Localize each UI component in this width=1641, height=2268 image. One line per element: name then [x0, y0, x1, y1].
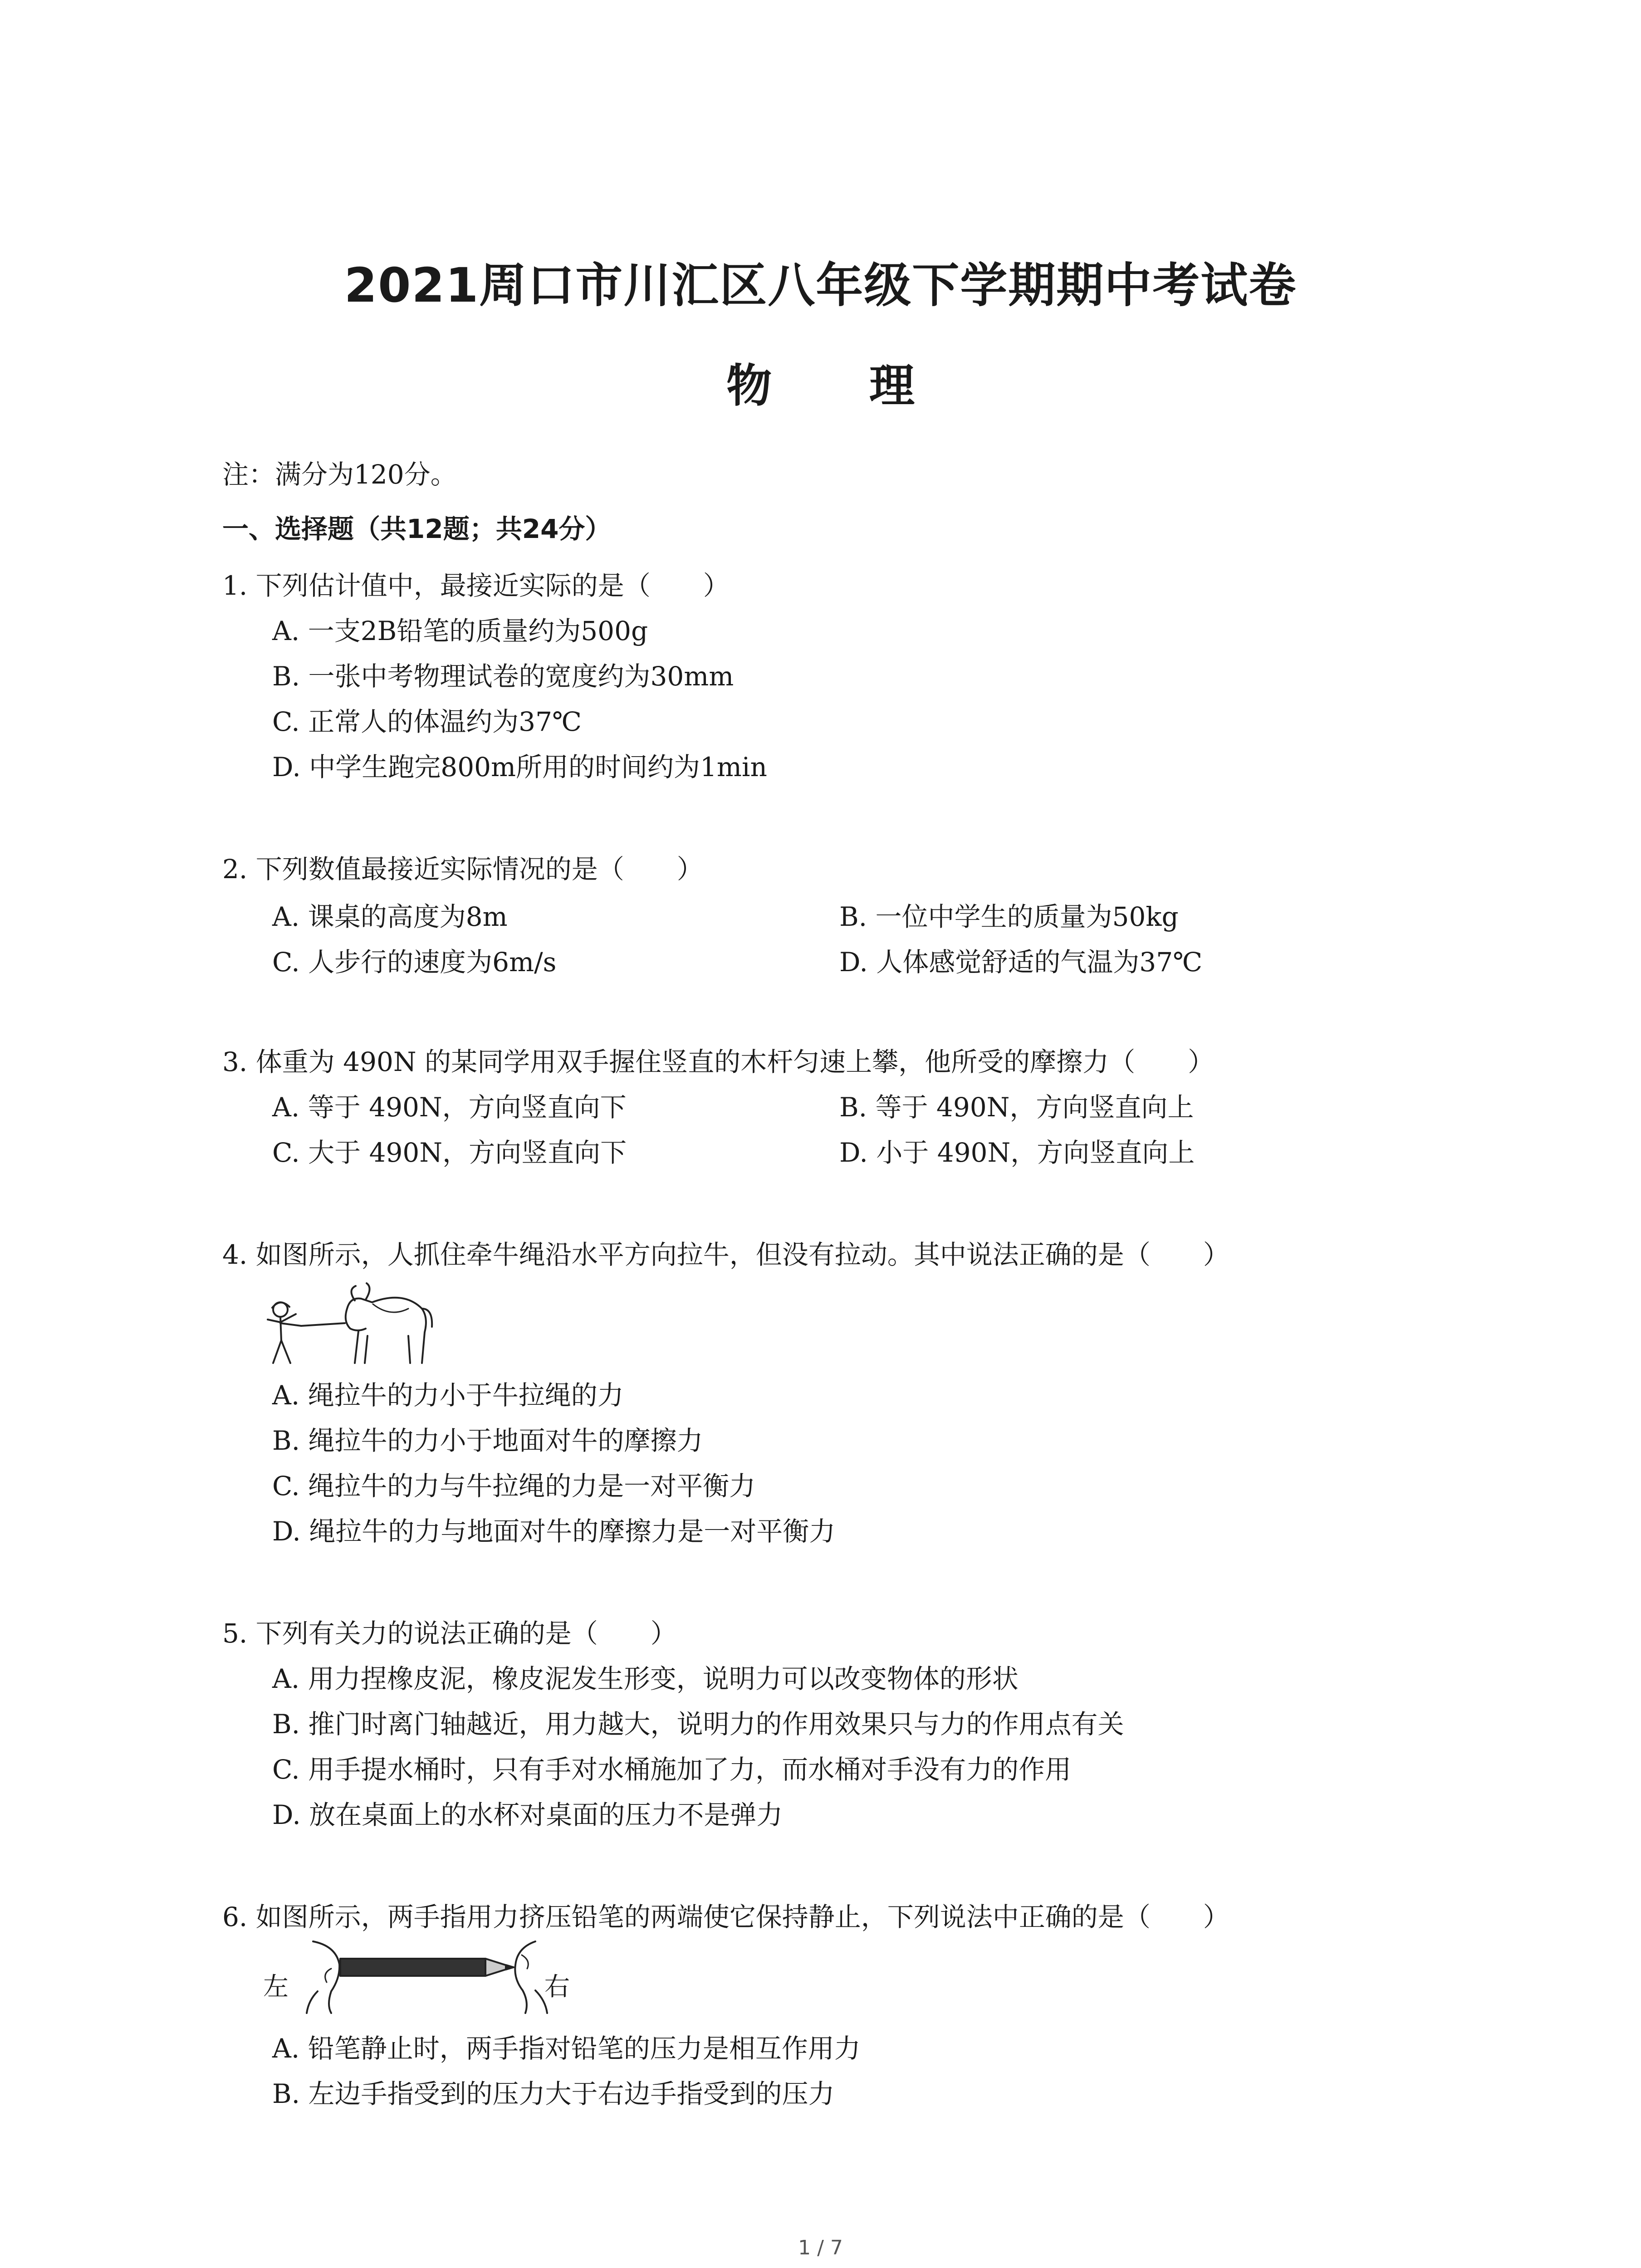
page-number: 1 / 7	[798, 2236, 843, 2259]
subject-title: 物 理	[726, 359, 955, 412]
rope	[301, 1323, 345, 1326]
q1-option-c: C. 正常人的体温约为37℃	[272, 706, 582, 737]
right-finger	[515, 1941, 535, 2013]
ox-head	[346, 1309, 366, 1330]
person-arm	[280, 1323, 301, 1326]
question-4-stem: 4. 如图所示，人抓住牵牛绳沿水平方向拉牛，但没有拉动。其中说法正确的是（ ）	[222, 1239, 1230, 1270]
q5-option-b: B. 推门时离门轴越近，用力越大，说明力的作用效果只与力的作用点有关	[272, 1709, 1124, 1740]
left-finger	[313, 1941, 339, 2013]
section-heading: 一、选择题（共12题；共24分）	[222, 513, 612, 544]
q4-option-d: D. 绳拉牛的力与地面对牛的摩擦力是一对平衡力	[272, 1516, 836, 1547]
q6-option-b: B. 左边手指受到的压力大于右边手指受到的压力	[272, 2078, 835, 2109]
figure-label-right: 右	[544, 1972, 570, 2002]
q2-option-a: A. 课桌的高度为8m	[272, 901, 508, 932]
pencil-body	[340, 1959, 485, 1976]
q2-option-b: B. 一位中学生的质量为50kg	[839, 901, 1179, 932]
q3-option-a: A. 等于 490N，方向竖直向下	[272, 1092, 627, 1123]
q5-option-a: A. 用力捏橡皮泥，橡皮泥发生形变，说明力可以改变物体的形状	[272, 1663, 1019, 1694]
q2-option-d: D. 人体感觉舒适的气温为37℃	[839, 947, 1202, 978]
q3-option-d: D. 小于 490N，方向竖直向上	[839, 1137, 1195, 1168]
q2-option-c: C. 人步行的速度为6m/s	[272, 947, 557, 978]
q4-option-b: B. 绳拉牛的力小于地面对牛的摩擦力	[272, 1425, 703, 1456]
q1-option-b: B. 一张中考物理试卷的宽度约为30mm	[272, 661, 734, 692]
question-3-stem: 3. 体重为 490N 的某同学用双手握住竖直的木杆匀速上攀，他所受的摩擦力（ ）	[222, 1046, 1215, 1077]
q3-option-b: B. 等于 490N，方向竖直向上	[839, 1092, 1194, 1123]
q4-option-a: A. 绳拉牛的力小于牛拉绳的力	[272, 1380, 624, 1411]
exam-title: 2021周口市川汇区八年级下学期期中考试卷	[344, 258, 1297, 313]
q1-option-a: A. 一支2B铅笔的质量约为500g	[272, 616, 648, 646]
ox-figure	[254, 1272, 436, 1368]
q5-option-c: C. 用手提水桶时，只有手对水桶施加了力，而水桶对手没有力的作用	[272, 1754, 1072, 1785]
figure-label-left: 左	[263, 1972, 289, 2002]
q5-option-d: D. 放在桌面上的水杯对桌面的压力不是弹力	[272, 1799, 783, 1830]
question-1-stem: 1. 下列估计值中，最接近实际的是（ ）	[222, 570, 730, 601]
question-6-stem: 6. 如图所示，两手指用力挤压铅笔的两端使它保持静止，下列说法中正确的是（ ）	[222, 1901, 1230, 1932]
question-5-stem: 5. 下列有关力的说法正确的是（ ）	[222, 1618, 677, 1649]
q4-option-c: C. 绳拉牛的力与牛拉绳的力是一对平衡力	[272, 1471, 756, 1501]
score-note: 注：满分为120分。	[222, 459, 457, 490]
question-2-stem: 2. 下列数值最接近实际情况的是（ ）	[222, 854, 703, 885]
q3-option-c: C. 大于 490N，方向竖直向下	[272, 1137, 627, 1168]
q6-option-a: A. 铅笔静止时，两手指对铅笔的压力是相互作用力	[272, 2033, 861, 2064]
q1-option-d: D. 中学生跑完800m所用的时间约为1min	[272, 752, 767, 782]
